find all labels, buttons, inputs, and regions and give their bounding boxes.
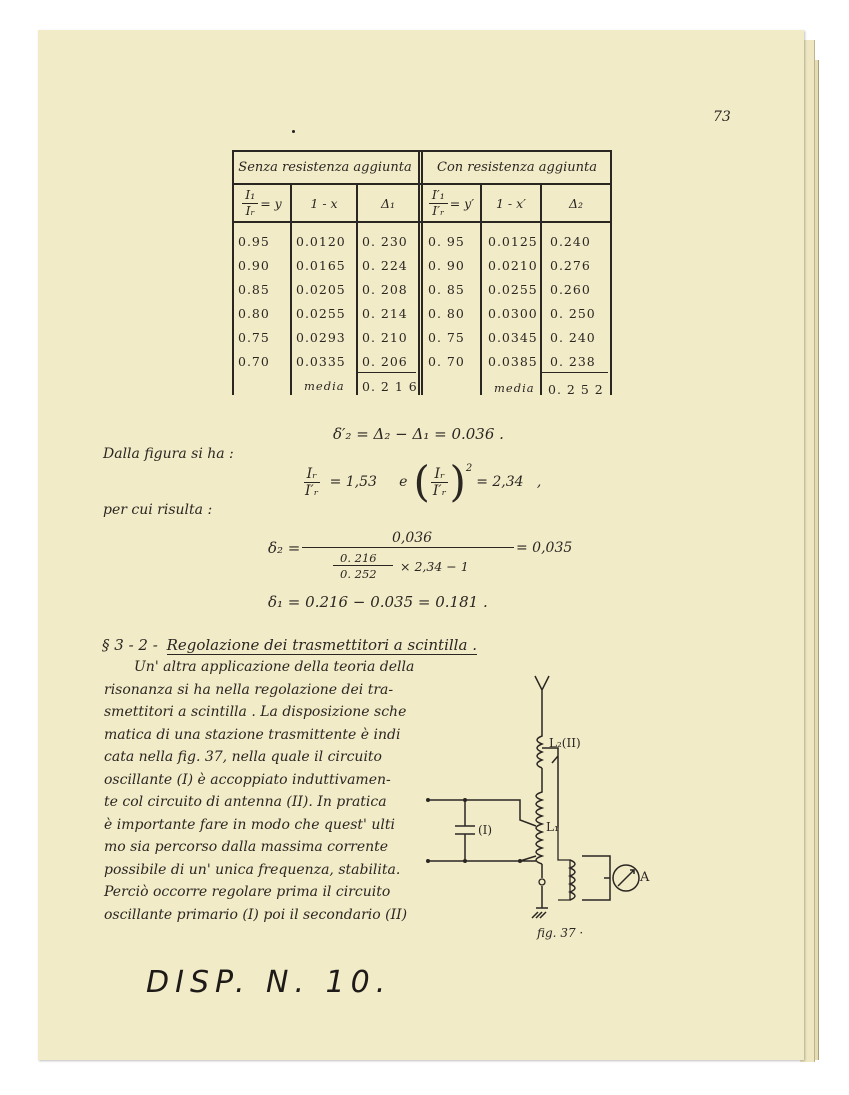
table-cell: 0. 70 [428, 354, 465, 369]
label-circuit-one: (I) [478, 823, 493, 837]
table-cell: 0. 208 [362, 282, 408, 297]
table-header-right: Con resistenza aggiunta [437, 159, 597, 175]
table-cell: 0. 85 [428, 282, 465, 297]
table-rule [418, 150, 420, 395]
secondary-coil-icon [570, 860, 575, 900]
table-cell: 0.0385 [488, 354, 538, 369]
col-header-y: $\frac{\text{I₁}}{\text{Iᵣ}}$ = y [234, 185, 290, 221]
col-header-1-x: 1 - x [310, 195, 338, 211]
table-cell: 0. 210 [362, 330, 408, 345]
paragraph-line: Perciò occorre regolare prima il circuito [104, 884, 391, 900]
table-cell: 0.85 [238, 282, 270, 297]
table-cell: 0. 238 [550, 354, 596, 369]
col-header-y-prime: $\frac{\text{I′₁}}{\text{I′ᵣ}}$ = y′ [423, 185, 480, 221]
table-cell: 0. 214 [362, 306, 408, 321]
text-per-cui: per cui risulta : [103, 502, 213, 518]
media-value: 0. 2 5 2 [548, 382, 604, 397]
col-header-1-x-prime: 1 - x′ [495, 195, 526, 211]
coil-icon [536, 728, 542, 878]
ink-dot [292, 130, 295, 133]
media-label: media [494, 381, 535, 395]
ground-icon [532, 886, 548, 918]
table-cell: 0.70 [238, 354, 270, 369]
label-l2: L₂(II) [549, 736, 581, 750]
table-cell: 0. 75 [428, 330, 465, 345]
col-header-delta1: Δ₁ [380, 195, 396, 211]
label-ammeter: A [640, 870, 650, 885]
table-cell: 0.95 [238, 234, 270, 249]
table-cell: 0.0300 [488, 306, 538, 321]
table-cell: 0. 95 [428, 234, 465, 249]
table-cell: 0.0125 [488, 234, 538, 249]
table-cell: 0.0205 [296, 282, 346, 297]
table-cell: 0.240 [550, 234, 591, 249]
table-cell: 0. 90 [428, 258, 465, 273]
equation-delta1: δ₁ = 0.216 − 0.035 = 0.181 . [268, 593, 488, 611]
delta2-den-rest: × 2,34 − 1 [400, 559, 469, 574]
table-cell: 0.260 [550, 282, 591, 297]
figure-caption: fig. 37 · [537, 926, 584, 940]
paragraph-line: Un' altra applicazione della teoria della [134, 659, 415, 675]
delta2-numerator: 0,036 [392, 530, 433, 546]
paragraph-line: è importante fare in modo che quest' ulti [104, 816, 395, 833]
table-cell: 0.0335 [296, 354, 346, 369]
paragraph-line: smettitori a scintilla . La disposizione sche [104, 704, 407, 720]
table-cell: 0.0293 [296, 330, 346, 345]
table-cell: 0.0255 [488, 282, 538, 297]
table-cell: 0. 206 [362, 354, 408, 369]
table-header-left: Senza resistenza aggiunta [238, 159, 412, 175]
paragraph-line: oscillante (I) è accoppiato induttivamen- [104, 771, 391, 788]
paragraph-line: risonanza si ha nella regolazione dei tra- [104, 681, 394, 698]
delta2-lhs: δ₂ = [268, 539, 301, 557]
delta2-result: = 0,035 [516, 540, 573, 556]
table-cell: 0. 230 [362, 234, 408, 249]
media-label: media [304, 379, 345, 393]
data-table [232, 150, 612, 395]
equation-ratio: $\frac{\text{Iᵣ}}{\text{I′ᵣ}}$ = 1,53 e ( $\frac{\text{Iᵣ}}{\text{I′ᵣ}}$ ) 2 = 2,34 , [305, 457, 542, 506]
table-cell: 0.0345 [488, 330, 538, 345]
table-cell: 0.0165 [296, 258, 346, 273]
table-cell: 0. 250 [550, 306, 596, 321]
table-cell: 0.90 [238, 258, 270, 273]
table-cell: 0.276 [550, 258, 591, 273]
sum-rule [542, 372, 608, 373]
table-cell: 0.0120 [296, 234, 346, 249]
page-number: 73 [713, 109, 731, 125]
table-cell: 0.0210 [488, 258, 538, 273]
paragraph-line: cata nella fig. 37, nella quale il circuito [104, 749, 382, 765]
table-cell: 0. 224 [362, 258, 408, 273]
capacitor-icon [455, 800, 475, 861]
antenna-icon [535, 676, 549, 728]
paragraph-line: oscillante primario (I) poi il secondario (II) [104, 906, 408, 923]
dispensa-stamp: DISP. N. 10. [146, 965, 392, 1000]
media-value: 0. 2 1 6 [362, 379, 418, 394]
label-l1: L₁ [546, 820, 559, 834]
table-cell: 0. 80 [428, 306, 465, 321]
paragraph-line: possibile di un' unica frequenza, stabilita. [104, 861, 401, 878]
secondary-loop [558, 828, 570, 900]
table-cell: 0.0255 [296, 306, 346, 321]
text-dalla-figura: Dalla figura si ha : [103, 446, 234, 462]
table-cell: 0.80 [238, 306, 270, 321]
circuit-diagram [420, 668, 660, 938]
tap-line [542, 748, 558, 828]
paragraph-line: matica di una stazione trasmittente è indi [104, 726, 401, 743]
col-header-delta2: Δ₂ [568, 195, 584, 211]
table-cell: 0.75 [238, 330, 270, 345]
table-cell: 0. 240 [550, 330, 596, 345]
table-rule [610, 150, 612, 395]
delta2-den-num: 0. 216 [340, 551, 377, 565]
fraction-bar [302, 547, 514, 548]
section-title: § 3 - 2 - Regolazione dei trasmettitori a scintilla . [102, 636, 477, 654]
delta2-den-den: 0. 252 [340, 567, 377, 581]
fraction-bar [333, 565, 393, 566]
paragraph-line: te col circuito di antenna (II). In pratica [104, 794, 387, 810]
equation-delta-prime: δ′₂ = Δ₂ − Δ₁ = 0.036 . [333, 425, 504, 443]
sum-rule [358, 372, 416, 373]
paragraph-line: mo sia percorso dalla massima corrente [104, 839, 389, 855]
